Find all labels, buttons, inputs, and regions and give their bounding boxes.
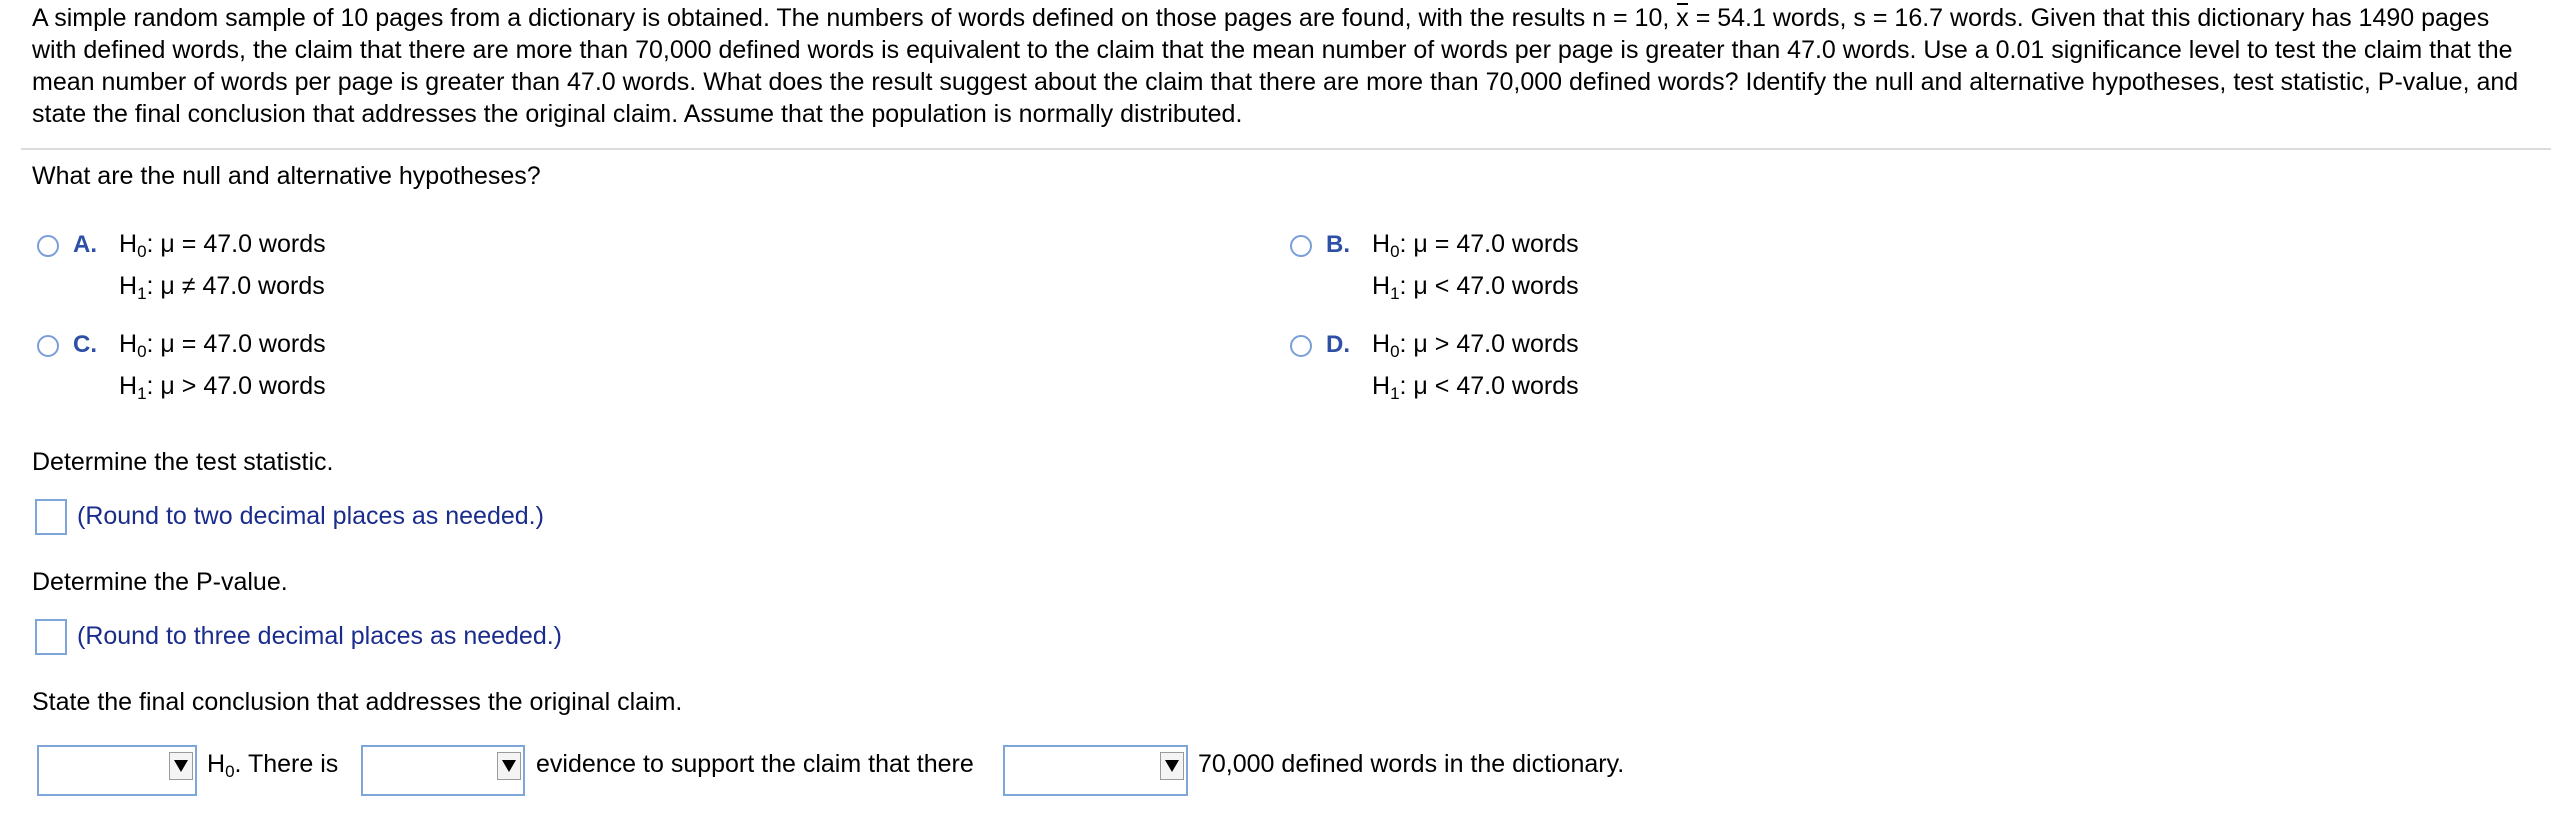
test-statistic-input[interactable] [35,499,67,535]
null-hypothesis-c: $H_0$: μ = 47.0 words [119,330,326,361]
radio-button-d[interactable] [1290,335,1312,357]
section-divider [21,148,2551,150]
radio-button-a[interactable] [37,235,59,257]
p-value-question: Determine the P-value. [32,568,288,596]
p-value-input[interactable] [35,619,67,655]
reject-decision-dropdown[interactable] [37,745,197,796]
dropdown-arrow-icon [169,752,193,780]
problem-statement [32,2,2537,130]
radio-button-c[interactable] [37,335,59,357]
comparison-dropdown[interactable] [1003,745,1188,796]
hypotheses-question: What are the null and alternative hypotheses? [32,162,541,190]
alt-hypothesis-c: $H_1$: μ > 47.0 words [119,372,326,403]
conclusion-end-text: 70,000 defined words in the dictionary. [1198,750,1625,778]
p-value-hint: (Round to three decimal places as needed.) [77,622,563,650]
conclusion-middle-text: evidence to support the claim that there [536,750,974,778]
choice-letter-b: B. [1326,231,1350,258]
conclusion-h0-text: $H_0$. There is [207,750,339,781]
test-statistic-hint: (Round to two decimal places as needed.) [77,502,544,530]
problem-text-part1: A simple random sample of 10 pages from a dictionary is obtained. The numbers of words defined on those pages are found, with the results n = 10, [32,4,1677,32]
dropdown-arrow-icon [1160,752,1184,780]
null-hypothesis-d: $H_0$: μ > 47.0 words [1372,330,1579,361]
conclusion-question: State the final conclusion that addresses the original claim. [32,688,683,716]
radio-button-b[interactable] [1290,235,1312,257]
test-statistic-question: Determine the test statistic. [32,448,334,476]
choice-letter-c: C. [73,331,97,358]
choice-letter-d: D. [1326,331,1350,358]
x-bar-symbol: x [1676,4,1689,32]
null-hypothesis-a: $H_0$: μ = 47.0 words [119,230,326,261]
alt-hypothesis-a: $H_1$: μ ≠ 47.0 words [119,272,325,303]
dropdown-arrow-icon [497,752,521,780]
null-hypothesis-b: $H_0$: μ = 47.0 words [1372,230,1579,261]
choice-letter-a: A. [73,231,97,258]
alt-hypothesis-d: $H_1$: μ < 47.0 words [1372,372,1579,403]
problem-text-part2: = 54.1 words, s = 16.7 words. Given that this dictionary has 1490 pages with defined words, the claim that there are more than 70,000 defined words is equivalent to the claim that the mean number of words per page is greater than 47.0 words. Use a 0.01 significance level to test the claim that the mean number of words per page is greater than 47.0 words. What does the result suggest about the claim that there are more than 70,000 defined words? Identify the null and alternative hypotheses, test statistic, P-value, and state the final conclusion that addresses the original claim. Assume that the population is normally distributed. [32,4,2519,128]
evidence-dropdown[interactable] [361,745,525,796]
alt-hypothesis-b: $H_1$: μ < 47.0 words [1372,272,1579,303]
